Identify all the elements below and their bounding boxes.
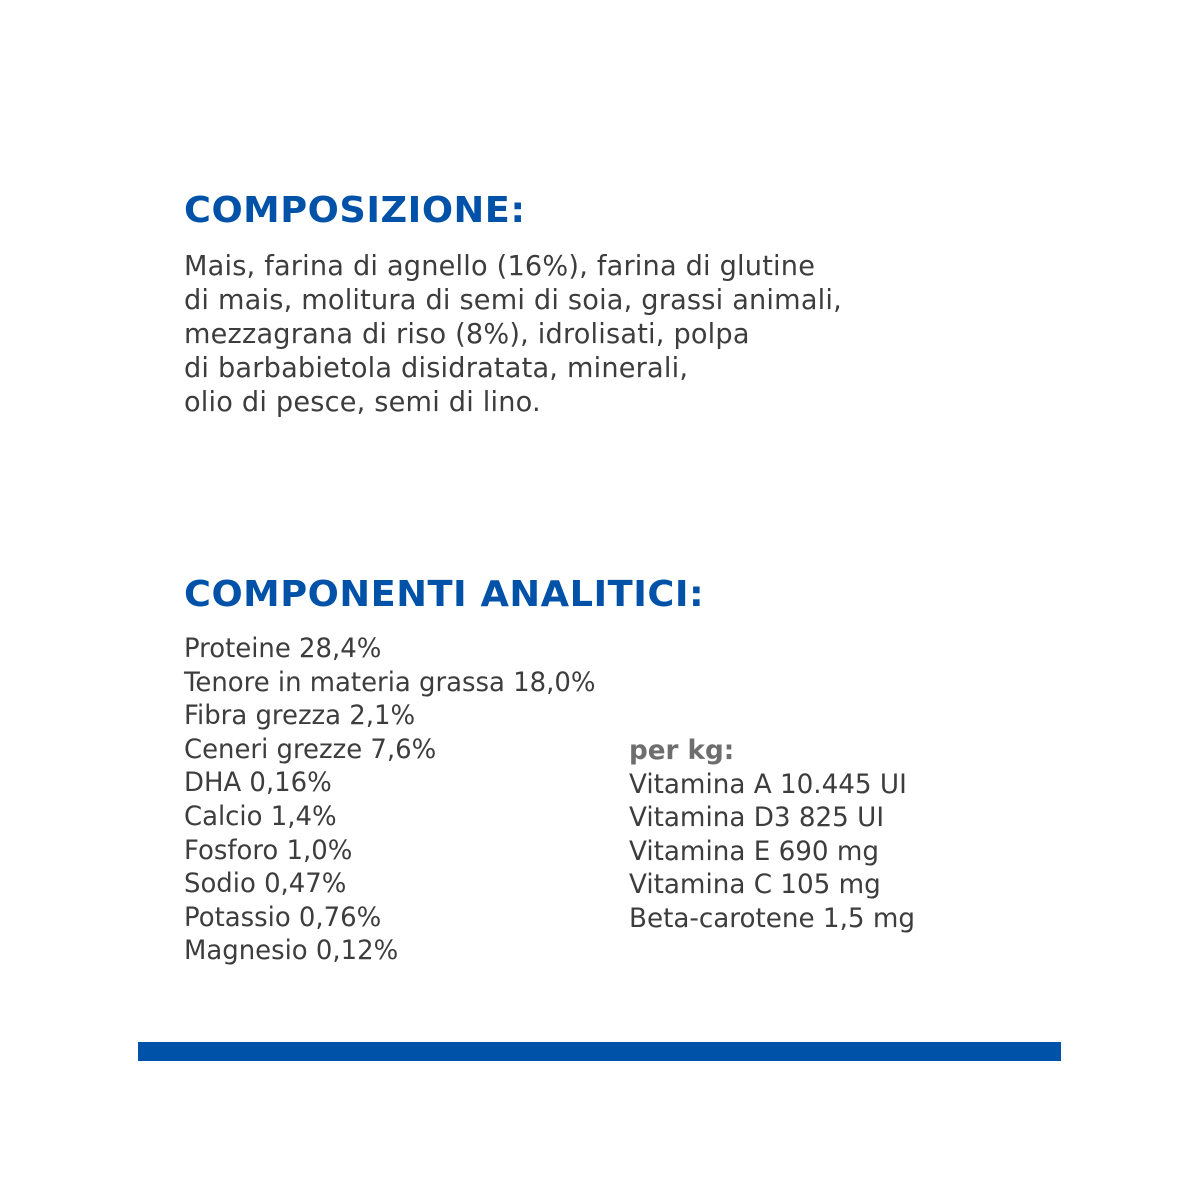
analytics-item-ceneri: Ceneri grezze 7,6%: [184, 733, 437, 765]
analytics-item-calcio: Calcio 1,4%: [184, 800, 337, 832]
composition-line: Mais, farina di agnello (16%), farina di glutine: [184, 249, 816, 282]
analytics-item-dha: DHA 0,16%: [184, 767, 332, 799]
analytics-heading: COMPONENTI ANALITICI:: [184, 574, 705, 615]
per-kg-item-vitamina-e: Vitamina E 690 mg: [629, 835, 880, 867]
per-kg-item-vitamina-c: Vitamina C 105 mg: [629, 869, 881, 901]
per-kg-list: [629, 768, 915, 936]
composition-heading: COMPOSIZIONE:: [184, 190, 526, 231]
composition-line: olio di pesce, semi di lino.: [184, 385, 541, 418]
per-kg-section: [629, 734, 915, 936]
per-kg-item-vitamina-a: Vitamina A 10.445 UI: [629, 768, 907, 800]
bottom-accent-bar: [138, 1042, 1061, 1061]
analytics-item-grassi: Tenore in materia grassa 18,0%: [184, 666, 596, 698]
analytics-item-sodio: Sodio 0,47%: [184, 868, 347, 900]
analytics-item-fibra: Fibra grezza 2,1%: [184, 700, 416, 732]
analytics-item-fosforo: Fosforo 1,0%: [184, 834, 353, 866]
per-kg-item-beta-carotene: Beta-carotene 1,5 mg: [629, 902, 916, 934]
analytics-item-potassio: Potassio 0,76%: [184, 901, 382, 933]
per-kg-title: per kg:: [629, 735, 735, 766]
composition-line: mezzagrana di riso (8%), idrolisati, polpa: [184, 317, 750, 350]
composition-text: [184, 249, 960, 419]
analytics-item-proteine: Proteine 28,4%: [184, 633, 382, 664]
composition-line: di barbabietola disidratata, minerali,: [184, 351, 689, 384]
analytics-list: [184, 632, 595, 968]
composition-line: di mais, molitura di semi di soia, grassi animali,: [184, 283, 842, 316]
per-kg-item-vitamina-d3: Vitamina D3 825 UI: [629, 802, 885, 834]
analytics-item-magnesio: Magnesio 0,12%: [184, 935, 399, 967]
